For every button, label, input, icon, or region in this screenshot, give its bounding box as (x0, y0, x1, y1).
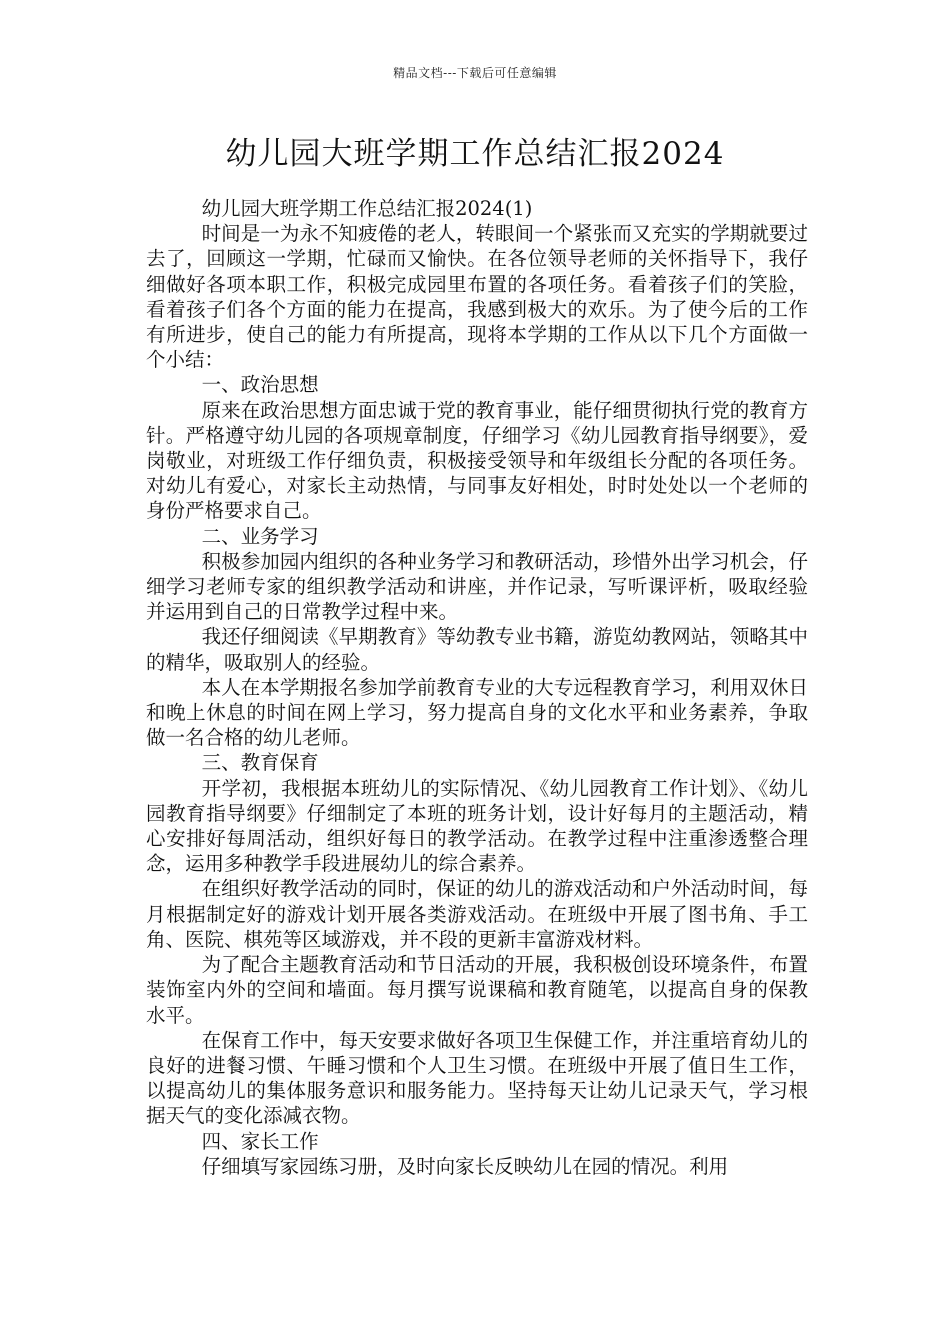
section-heading: 二、业务学习 (201, 524, 319, 548)
body-paragraph: 原来在政治思想方面忠诚于党的教育事业，能仔细贯彻执行党的教育方针。严格遵守幼儿园的各项规章制度，仔细学习《幼儿园教育指导纲要》，爱岗敬业，对班级工作仔细负责，积极接受领导和年级组长分配的各项任务。对幼儿有爱心，对家长主动热情，与同事友好相处，时时处处以一个老师的身份严格要求自己。 (146, 398, 808, 523)
body-paragraph: 仔细填写家园练习册，及时向家长反映幼儿在园的情况。利用 (201, 1154, 729, 1178)
section-heading: 一、政治思想 (201, 373, 319, 397)
section-heading: 三、教育保育 (201, 751, 319, 775)
document-body (146, 196, 808, 1179)
body-paragraph: 我还仔细阅读《早期教育》等幼教专业书籍，游览幼教网站，领略其中的精华，吸取别人的经验。 (146, 625, 808, 674)
body-paragraph: 在组织好教学活动的同时，保证的幼儿的游戏活动和户外活动时间，每月根据制定好的游戏计划开展各类游戏活动。在班级中开展了图书角、手工角、医院、棋苑等区域游戏，并不段的更新丰富游戏材料。 (146, 877, 808, 951)
body-paragraph: 在保育工作中，每天安要求做好各项卫生保健工作，并注重培育幼儿的良好的进餐习惯、午睡习惯和个人卫生习惯。在班级中开展了值日生工作，以提高幼儿的集体服务意识和服务能力。坚持每天让幼儿记录天气，学习根据天气的变化添减衣物。 (146, 1028, 808, 1128)
section-heading: 四、家长工作 (201, 1129, 319, 1153)
body-paragraph: 开学初，我根据本班幼儿的实际情况、《幼儿园教育工作计划》、《幼儿园教育指导纲要》仔细制定了本班的班务计划，设计好每月的主题活动，精心安排好每周活动，组织好每日的教学活动。在教学过程中注重渗透整合理念，运用多种教学手段进展幼儿的综合素养。 (146, 776, 808, 876)
body-paragraph: 积极参加园内组织的各种业务学习和教研活动，珍惜外出学习机会，仔细学习老师专家的组织教学活动和讲座，并作记录，写听课评析，吸取经验并运用到自己的日常教学过程中来。 (146, 549, 808, 624)
body-paragraph: 本人在本学期报名参加学前教育专业的大专远程教育学习，利用双休日和晚上休息的时间在网上学习，努力提高自身的文化水平和业务素养，争取做一名合格的幼儿老师。 (146, 675, 808, 750)
document-title: 幼儿园大班学期工作总结汇报2024 (225, 136, 725, 172)
document-subtitle: 幼儿园大班学期工作总结汇报2024(1) (201, 197, 533, 220)
header-note: 精品文档---下载后可任意编辑 (393, 66, 557, 80)
body-paragraph: 为了配合主题教育活动和节日活动的开展，我积极创设环境条件，布置装饰室内外的空间和墙面。每月撰写说课稿和教育随笔，以提高自身的保教水平。 (146, 953, 808, 1027)
body-paragraph: 时间是一为永不知疲倦的老人，转眼间一个紧张而又充实的学期就要过去了，回顾这一学期，忙碌而又愉快。在各位领导老师的关怀指导下，我仔细做好各项本职工作，积极完成园里布置的各项任务。看着孩子们的笑脸，看着孩子们各个方面的能力在提高，我感到极大的欢乐。为了使今后的工作有所进步，使自己的能力有所提高，现将本学期的工作从以下几个方面做一个小结： (146, 222, 808, 372)
